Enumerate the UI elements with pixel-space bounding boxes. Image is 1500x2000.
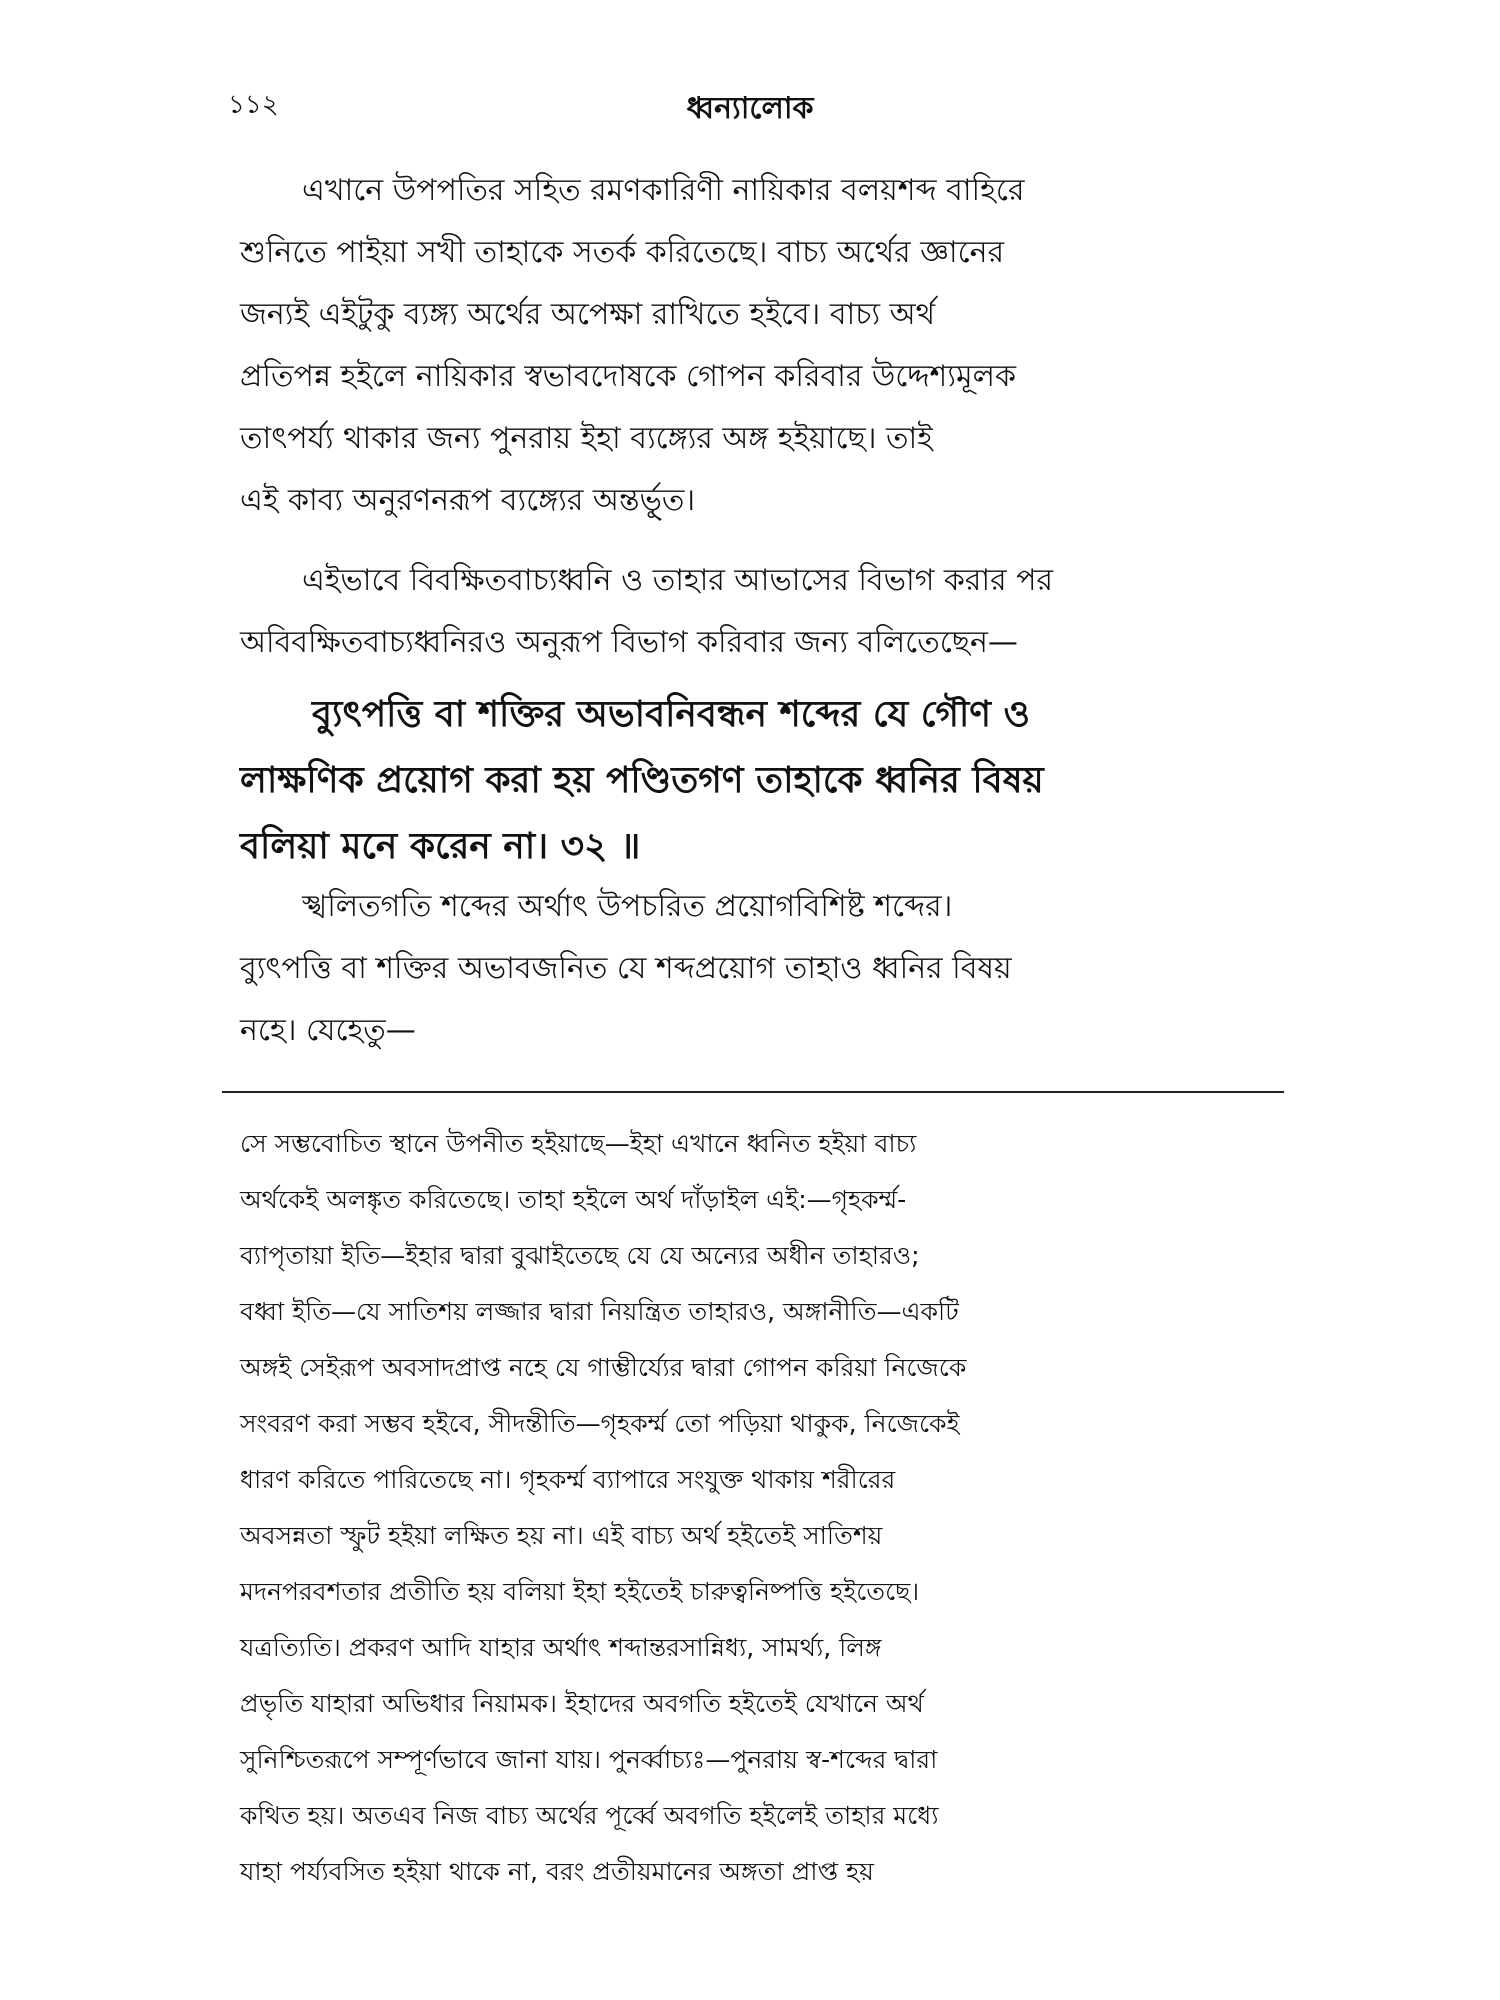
commentary-block (240, 1116, 1300, 1900)
running-title: ধ্বন্যালোক (686, 91, 814, 126)
commentary-line: ধারণ করিতে পারিতেছে না। গৃহকর্ম্ম ব্যাপারে সংযুক্ত থাকায় শরীরের (240, 1465, 896, 1494)
page-number: ১১২ (228, 90, 279, 120)
page-header (0, 84, 1500, 124)
text-line: এইভাবে বিবক্ষিতবাচ্যধ্বনি ও তাহার আভাসের বিভাগ করার পর (302, 563, 1053, 598)
commentary-line: সংবরণ করা সম্ভব হইবে, সীদন্তীতি—গৃহকর্ম্ম তো পড়িয়া থাকুক, নিজেকেই (240, 1409, 960, 1438)
commentary-line: যত্রত্যিতি। প্রকরণ আদি যাহার অর্থাৎ শব্দান্তরসান্নিধ্য, সামর্থ্য, লিঙ্গ (240, 1633, 882, 1662)
text-line: এই কাব্য অনুরণনরূপ ব্যঙ্গ্যের অন্তর্ভূ্ত। (240, 483, 696, 518)
commentary-line: সুনিশ্চিতরূপে সম্পূর্ণভাবে জানা যায়। পুনর্ব্বাচ্যঃ—পুনরায় স্ব-শব্দের দ্বারা (240, 1745, 938, 1774)
text-line: নহে। যেহেতু— (240, 1013, 416, 1048)
commentary-line: বধ্বা ইতি—যে সাতিশয় লজ্জার দ্বারা নিয়ন্ত্রিত তাহারও, অঙ্গানীতি—একটি (240, 1297, 959, 1326)
karika-verse (240, 682, 1280, 880)
commentary-line: ব্যাপৃতায়া ইতি—ইহার দ্বারা বুঝাইতেছে যে যে অন্যের অধীন তাহারও; (240, 1241, 920, 1270)
commentary-line: সে সম্ভবোচিত স্থানে উপনীত হইয়াছে—ইহা এখানে ধ্বনিত হইয়া বাচ্য (240, 1129, 917, 1158)
karika-line: বলিয়া মনে করেন না। ৩২ ॥ (240, 826, 641, 867)
text-line: তাৎপর্য্য থাকার জন্য পুনরায় ইহা ব্যঙ্গ্যের অঙ্গ হইয়াছে। তাই (240, 421, 933, 456)
commentary-line: যাহা পর্য্যবসিত হইয়া থাকে না, বরং প্রতীয়মানের অঙ্গতা প্রাপ্ত হয় (240, 1857, 874, 1886)
karika-line: লাক্ষণিক প্রয়োগ করা হয় পণ্ডিতগণ তাহাকে ধ্বনির বিষয় (240, 760, 1044, 801)
commentary-line: কথিত হয়। অতএব নিজ বাচ্য অর্থের পূর্ব্বে অবগতি হইলেই তাহার মধ্যে (240, 1801, 939, 1830)
commentary-line: মদনপরবশতার প্রতীতি হয় বলিয়া ইহা হইতেই চারুত্বনিষ্পত্তি হইতেছে। (240, 1577, 920, 1606)
text-line: স্খলিতগতি শব্দের অর্থাৎ উপচরিত প্রয়োগবিশিষ্ট শব্দের। (302, 889, 953, 924)
commentary-line: অবসন্নতা স্ফুট হইয়া লক্ষিত হয় না। এই বাচ্য অর্থ হইতেই সাতিশয় (240, 1521, 883, 1550)
section-divider (222, 1091, 1284, 1093)
text-line: জন্যই এইটুকু ব্যঙ্গ্য অর্থের অপেক্ষা রাখিতে হইবে। বাচ্য অর্থ (240, 297, 936, 332)
commentary-line: অর্থকেই অলঙ্কৃত করিতেছে। তাহা হইলে অর্থ দাঁড়াইল এই:—গৃহকর্ম্ম- (240, 1185, 907, 1214)
commentary-line: প্রভৃতি যাহারা অভিধার নিয়ামক। ইহাদের অবগতি হইতেই যেখানে অর্থ (240, 1689, 924, 1718)
text-line: শুনিতে পাইয়া সখী তাহাকে সতর্ক করিতেছে। বাচ্য অর্থের জ্ঞানের (240, 235, 1005, 270)
paragraph-3 (240, 876, 1280, 1062)
text-line: এখানে উপপতির সহিত রমণকারিণী নায়িকার বলয়শব্দ বাহিরে (302, 173, 1025, 208)
paragraph-2 (240, 550, 1280, 674)
text-line: ব্যুৎপত্তি বা শক্তির অভাবজনিত যে শব্দপ্রয়োগ তাহাও ধ্বনির বিষয় (240, 951, 1012, 986)
paragraph-1 (240, 160, 1280, 532)
text-line: প্রতিপন্ন হইলে নায়িকার স্বভাবদোষকে গোপন করিবার উদ্দেশ্যমূলক (240, 359, 1016, 394)
karika-line: ব্যুৎপত্তি বা শক্তির অভাবনিবন্ধন শব্দের যে গৌণ ও (312, 694, 1031, 735)
text-line: অবিবক্ষিতবাচ্যধ্বনিরও অনুরূপ বিভাগ করিবার জন্য বলিতেছেন— (240, 625, 1018, 660)
commentary-line: অঙ্গই সেইরূপ অবসাদপ্রাপ্ত নহে যে গাম্ভীর্য্যের দ্বারা গোপন করিয়া নিজেকে (240, 1353, 967, 1382)
